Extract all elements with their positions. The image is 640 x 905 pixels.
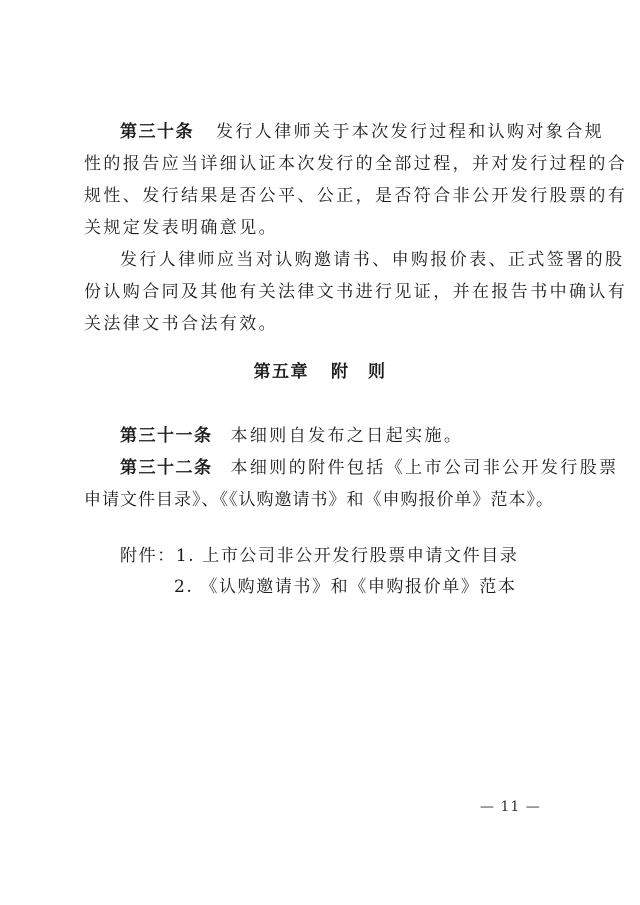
article-30-line-4: 关规定发表明确意见。 <box>84 218 278 238</box>
page-number: — 11 — <box>480 799 541 815</box>
article-30-para2-line-2: 份认购合同及其他有关法律文书进行见证，并在报告书中确认有 <box>84 282 628 302</box>
article-30-para2-line-1: 发行人律师应当对认购邀请书、申购报价表、正式签署的股 <box>120 250 625 270</box>
article-30-text-1: 发行人律师关于本次发行过程和认购对象合规 <box>216 122 604 142</box>
article-32-line-1 <box>120 458 619 478</box>
article-32-text-1: 本细则的附件包括《上市公司非公开发行股票 <box>230 458 619 478</box>
attachments-line-1 <box>120 546 518 566</box>
article-31-line <box>120 426 463 446</box>
chapter-heading <box>0 362 640 382</box>
chapter-title: 附 则 <box>331 362 387 382</box>
attachment-item-1: 1. 上市公司非公开发行股票申请文件目录 <box>175 546 519 566</box>
article-30-line-1 <box>120 122 604 142</box>
attachment-item-2: 2. 《认购邀请书》和《申购报价单》范本 <box>174 577 517 597</box>
article-30-label: 第三十条 <box>120 122 194 142</box>
article-30-line-3: 规性、发行结果是否公平、公正，是否符合非公开发行股票的有 <box>84 186 628 206</box>
article-31-label: 第三十一条 <box>120 426 213 446</box>
article-30-line-2: 性的报告应当详细认证本次发行的全部过程，并对发行过程的合 <box>84 154 628 174</box>
article-31-text: 本细则自发布之日起实施。 <box>230 426 464 446</box>
attachments-prefix: 附件： <box>120 546 176 566</box>
article-32-label: 第三十二条 <box>120 458 213 478</box>
article-30-para2-line-3: 关法律文书合法有效。 <box>84 314 278 334</box>
article-32-line-2: 申请文件目录》、《《认购邀请书》和《申购报价单》范本》。 <box>84 490 554 510</box>
chapter-number: 第五章 <box>253 362 309 382</box>
